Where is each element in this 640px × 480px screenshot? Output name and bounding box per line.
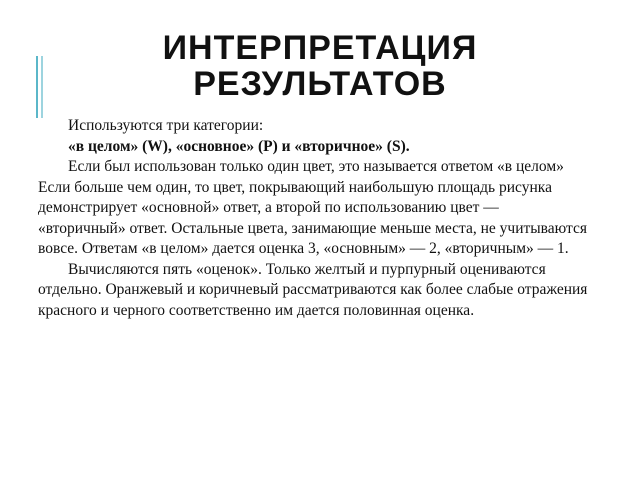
- slide-title-line-2: РЕЗУЛЬТАТОВ: [193, 65, 447, 103]
- paragraph-categories-intro: Используются три категории:: [68, 117, 264, 134]
- slide-body: [38, 116, 588, 321]
- paragraph-scores: Вычисляются пять «оценок». Только желтый и пурпурный оцениваются отдельно. Оранжевый и коричневый рассматриваются как более слабые отражения красного и черного соответственно им дается половинная оценка.: [38, 260, 588, 319]
- slide-title-line-1: ИНТЕРПРЕТАЦИЯ: [162, 29, 478, 67]
- decorative-accent-line: [36, 56, 38, 118]
- slide-title: [60, 30, 580, 102]
- paragraph-categories-list: «в целом» (W), «основное» (P) и «вторичное» (S).: [68, 137, 410, 155]
- paragraph-color-rules: Если был использован только один цвет, это называется ответом «в целом» Если больше чем один, то цвет, покрывающий наибольшую площадь рисунка демонстрирует «основной» ответ, а второй по использованию цвет — «вторичный» ответ. Остальные цвета, занимающие меньше места, не учитываются вовсе. Ответам «в целом» дается оценка 3, «основным» — 2, «вторичным» — 1.: [38, 158, 588, 257]
- decorative-accent-line-secondary: [41, 56, 43, 118]
